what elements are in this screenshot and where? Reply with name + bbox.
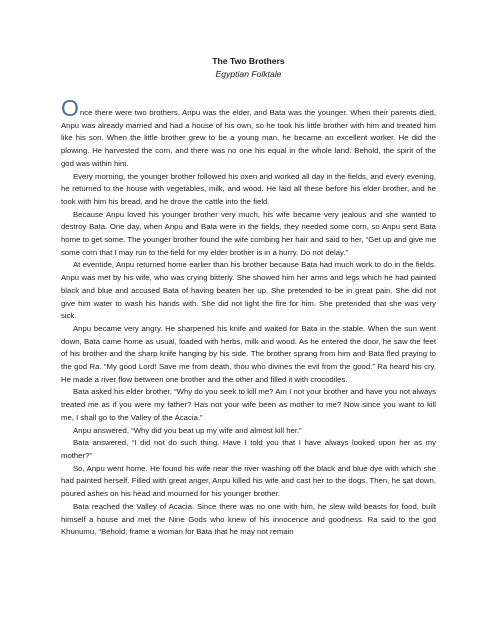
- paragraph-4: At eventide, Anpu returned home earlier than his brother because Bata had much work to do in the fields. Anpu was met by his wife, who was crying bitterly. She showed him her arms and legs which he had painted black and blue and accused Bata of having beaten her up. She pretended to be in great pain. She did not give him water to wash his hands with. She did not light the fire for him. She pretended that she was very sick.: [61, 260, 436, 321]
- paragraph-9: So, Anpu went home. He found his wife near the river washing off the black and blue dye with which she had painted herself. Filled with great anger, Anpu killed his wife and cast her to the dogs. Then, he sat down, poured ashes on his head and mourned for his younger brother.: [61, 463, 436, 499]
- document-subtitle: Egyptian Folktale: [215, 69, 282, 79]
- document-body: [61, 95, 436, 539]
- paragraph-6: Bata asked his elder brother, “Why do you seek to kill me? Am I not your brother and have you not always treated me as if you were my father? Has not your wife been as mother to me? Now since you want to kill me, I shall go to the Valley of the Acacia.”: [61, 387, 436, 422]
- paragraph-1: [61, 95, 436, 171]
- paragraph-3: Because Anpu loved his younger brother very much, his wife became very jealous and she wanted to destroy Bata. One day, when Anpu and Bata were in the fields, they needed some corn, so Anpu sent Bata home to get some. The younger brother found the wife combing her hair and said to her, “Get up and give me some corn that I may run to the field for my elder brother is in a hurry. Do not delay.”: [61, 209, 436, 257]
- paragraph-7: Anpu answered, “Why did you beat up my wife and almost kill her.”: [73, 425, 302, 435]
- document-title: The Two Brothers: [212, 56, 285, 66]
- paragraph-8: Bata answered, “I did not do such thing. Have I told you that I have always looked upon her as my mother?”: [61, 438, 436, 460]
- paragraph-2: Every morning, the younger brother followed his oxen and worked all day in the fields, and every evening, he returned to the house with vegetables, milk, and wood. He laid all these before his elder brother, and he took with him his bread, and he drove the cattle into the field.: [61, 171, 436, 206]
- drop-cap: O: [61, 95, 79, 121]
- paragraph-5: Anpu became very angry. He sharpened his knife and waited for Bata in the stable. When the sun went down, Bata came home as usual, loaded with herbs, milk and wood. As he entered the door, he saw the feet of his brother and the sharp knife hanging by his side. The brother sprang from him and Bata fled praying to the god Ra. “My good Lord! Save me from death, thou who divines the evil from the good.” Ra heard his cry. He made a river flow between one brother and the other and filled it with crocodiles.: [61, 323, 436, 384]
- paragraph-1-text: nce there were two brothers. Anpu was the elder, and Bata was the younger. When their parents died, Anpu was already married and had a house of his own, so he took his little brother with him and treated him like his son. When the little brother grew to be a young man, he became an excellent worker. He did the plowing. He harvested the corn, and there was no one his equal in the whole land. Behold, the spirit of the god was within him.: [61, 108, 436, 168]
- paragraph-10: Bata reached the Valley of Acacia. Since there was no one with him, he slew wild beasts for food, built himself a house and met the Nine Gods who knew of his innocence and goodness. Ra said to the god Khunumu, “Behold, frame a woman for Bata that he may not remain: [61, 501, 436, 537]
